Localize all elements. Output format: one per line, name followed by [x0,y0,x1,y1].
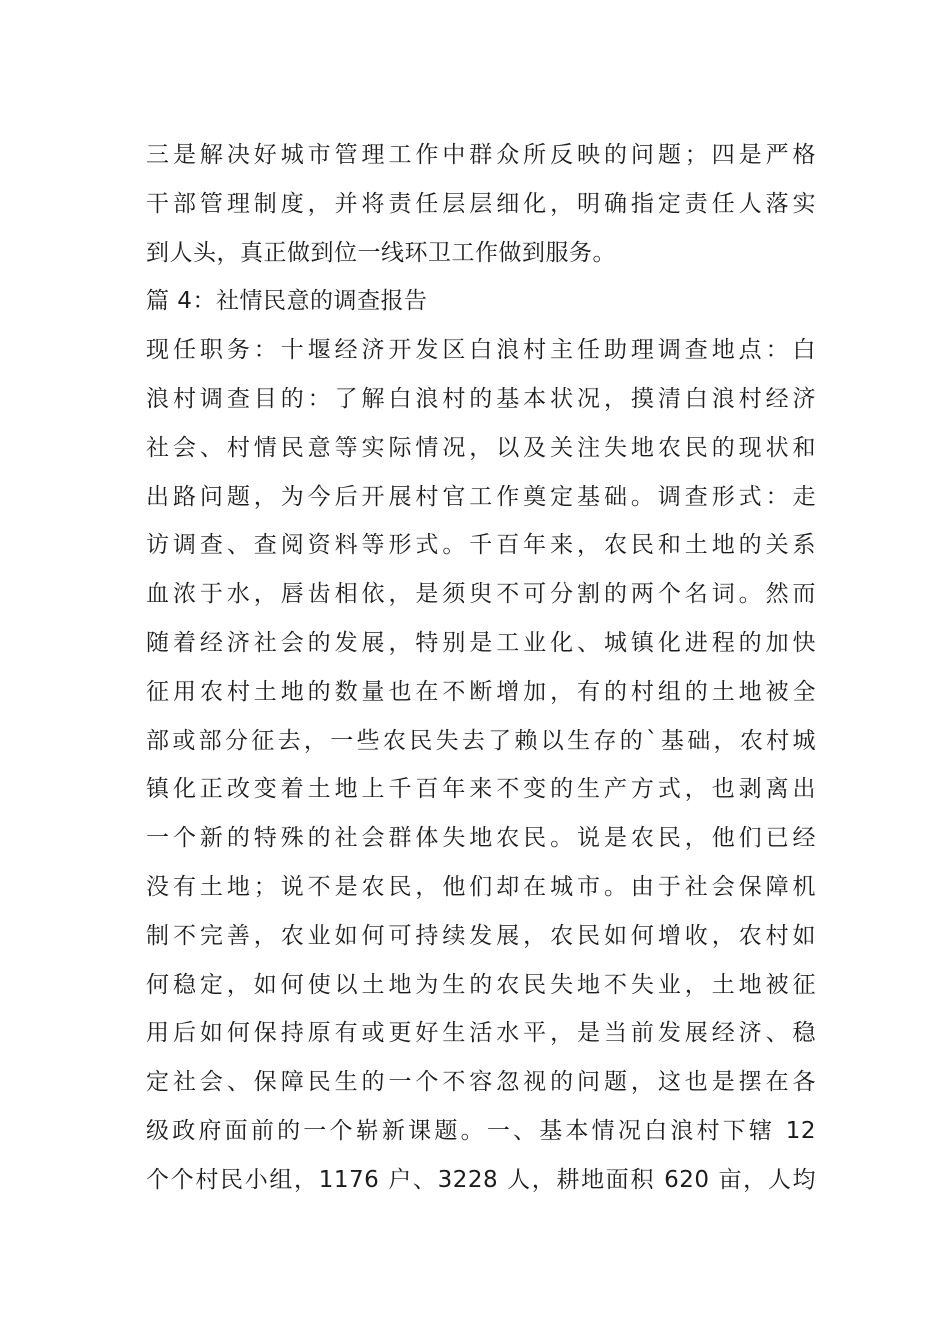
text-line: 征用农村土地的数量也在不断增加，有的村组的土地被全 [146,678,816,705]
text-line: 何稳定，如何使以土地为生的农民失地不失业，土地被征 [146,971,816,998]
text-line: 个个村民小组，1176 户、3228 人，耕地面积 620 亩，人均 [146,1166,816,1193]
text-line: 用后如何保持原有或更好生活水平，是当前发展经济、稳 [146,1020,816,1047]
body-text [146,131,816,1205]
section-heading: 篇 4：社情民意的调查报告 [146,288,428,315]
text-line: 访调查、查阅资料等形式。千百年来，农民和土地的关系 [146,532,816,559]
text-line: 三是解决好城市管理工作中群众所反映的问题；四是严格 [146,142,816,168]
text-line: 随着经济社会的发展，特别是工业化、城镇化进程的加快 [146,629,816,656]
text-line: 部或部分征去，一些农民失去了赖以生存的`基础，农村城 [146,727,816,754]
text-line: 一个新的特殊的社会群体失地农民。说是农民，他们已经 [146,825,816,852]
text-line: 出路问题，为今后开展村官工作奠定基础。调查形式：走 [146,483,816,510]
text-line: 干部管理制度，并将责任层层细化，明确指定责任人落实 [146,190,816,217]
text-line: 镇化正改变着土地上千百年来不变的生产方式，也剥离出 [146,776,816,803]
text-line: 血浓于水，唇齿相依，是须臾不可分割的两个名词。然而 [146,581,816,608]
text-line: 社会、村情民意等实际情况，以及关注失地农民的现状和 [146,434,816,461]
text-line: 定社会、保障民生的一个不容忽视的问题，这也是摆在各 [146,1069,816,1096]
text-line: 制不完善，农业如何可持续发展，农民如何增收，农村如 [146,922,816,949]
text-line: 没有土地；说不是农民，他们却在城市。由于社会保障机 [146,873,816,900]
text-line: 到人头，真正做到位一线环卫工作做到服务。 [146,239,616,266]
text-line: 浪村调查目的：了解白浪村的基本状况，摸清白浪村经济 [146,385,816,412]
text-line: 现任职务：十堰经济开发区白浪村主任助理调查地点：白 [146,337,816,364]
text-line: 级政府面前的一个崭新课题。一、基本情况白浪村下辖 12 [146,1117,816,1144]
